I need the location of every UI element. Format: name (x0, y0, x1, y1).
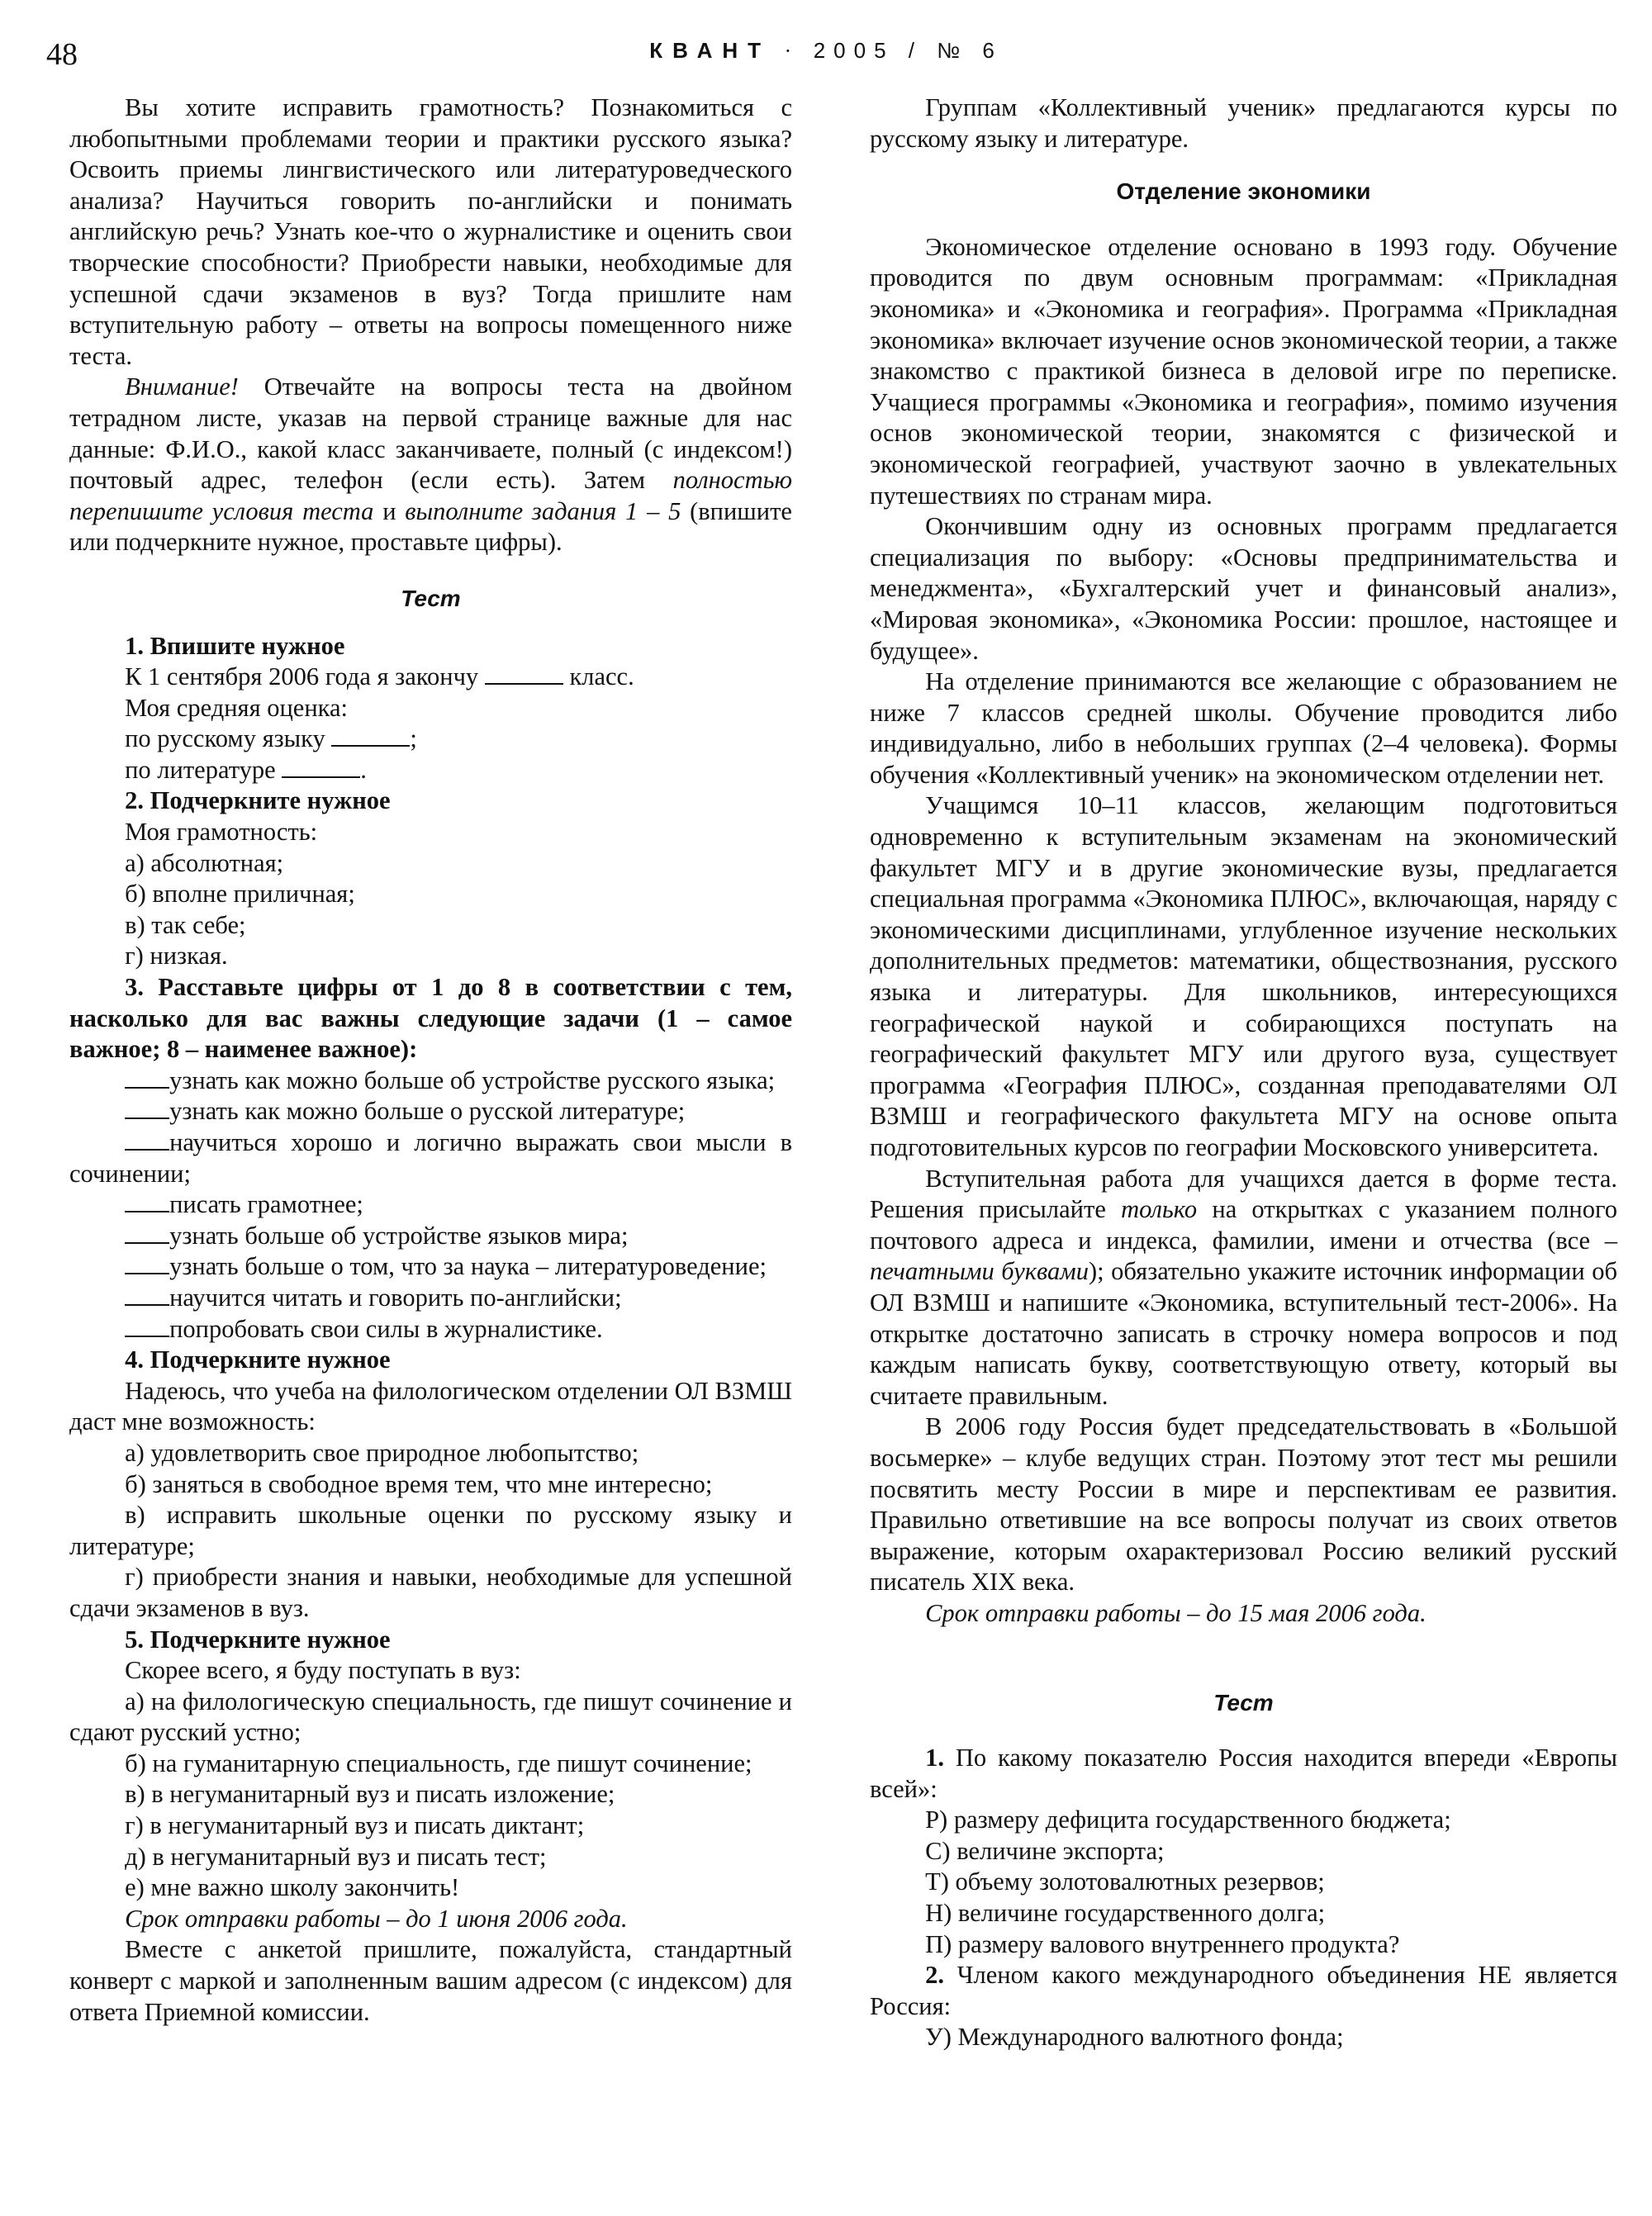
rank-blank[interactable] (125, 1101, 169, 1119)
q3-option-text: писать грамотнее; (169, 1190, 363, 1219)
econ-q1-option[interactable]: П) размеру валового внутреннего продукта? (925, 1929, 1400, 1958)
literature-grade-blank[interactable] (282, 760, 360, 778)
left-column (69, 93, 792, 2028)
q3-option-text: научится читать и говорить по-английски; (169, 1283, 622, 1312)
econ-q1-option[interactable]: Н) величине государственного долга; (925, 1899, 1326, 1928)
q5-option[interactable]: в) в негуманитарный вуз и писать изложение; (125, 1780, 615, 1809)
econ-paragraph-2: Окончившим одну из основных программ предлагается специализация по выбору: «Основы предпринимательства и менеджмента», «Бухгалтерский учет и финансовый анализ», «Мировая экономика», «Экономика России: прошлое, настоящее и будущее». (870, 512, 1617, 665)
econ-q1 (870, 1743, 1617, 1805)
q4-option[interactable]: а) удовлетворить свое природное любопытство; (125, 1438, 639, 1467)
q1-title: 1. Впишите нужное (125, 631, 345, 660)
rank-blank[interactable] (125, 1132, 169, 1151)
p5-text-c: ); обязательно укажите источник информации об ОЛ ВЗМШ и напишите «Экономика, вступительный тест-2006». На открытке достаточно записать в строчку номера вопросов и под каждым написать букву, соответствующую ответу, который вы считаете правильным. (870, 1257, 1618, 1410)
q5-option[interactable]: е) мне важно школу закончить! (125, 1873, 460, 1902)
q5-option[interactable]: б) на гуманитарную специальность, где пишут сочинение; (125, 1749, 752, 1777)
q3-option[interactable] (69, 1283, 792, 1314)
q1-line3-end: ; (410, 724, 417, 753)
rank-blank[interactable] (125, 1070, 169, 1089)
econ-q2 (870, 1960, 1617, 2022)
q3-option[interactable] (69, 1127, 792, 1189)
q4-title: 4. Подчеркните нужное (125, 1345, 391, 1374)
attention-emphasis-2: выполните задания 1 – 5 (405, 496, 681, 525)
q5-intro: Скорее всего, я буду поступать в вуз: (125, 1656, 521, 1685)
q2-option[interactable]: а) абсолютная; (125, 848, 284, 877)
q1-line1-end: класс. (563, 662, 634, 691)
econ-paragraph-1: Экономическое отделение основано в 1993 году. Обучение проводится по двум основным программам: «Прикладная экономика» и «Экономика и география». Программа «Прикладная экономика» включает изучение основ экономической теории, а также знакомство с практикой бизнеса в деловой игре по переписке. Учащиеся программы «Экономика и география», помимо изучения основ экономической теории, знакомятся с физической и экономической географией, участвуют заочно в увлекательных путешествиях по странам мира. (870, 232, 1617, 510)
q3-option[interactable] (69, 1189, 792, 1221)
right-column (870, 93, 1617, 2053)
q5-option[interactable]: а) на филологическую специальность, где пишут сочинение и сдают русский устно; (69, 1687, 792, 1747)
p5-text-b: на открытках с указанием полного почтового адреса и индекса, фамилии, имени и отчества (все – (870, 1195, 1617, 1255)
econ-q2-text: Членом какого международного объединения НЕ является Россия: (870, 1961, 1617, 2020)
deadline-right (870, 1598, 1617, 1630)
q1-line4 (69, 755, 792, 786)
econ-paragraph-4: Учащимся 10–11 классов, желающим подготовиться одновременно к вступительным экзаменам на экономический факультет МГУ и в другие экономические вузы, предлагается специальная программа «Экономика ПЛЮС», включающая, наряду с экономическими дисциплинами, углубленное изучение нескольких дополнительных предметов: математики, обществознания, русского языка и литературы. Для школьников, интересующихся географической наукой и собирающихся поступать на географический факультет МГУ или другого вуза, существует программа «География ПЛЮС», созданная преподавателями ОЛ ВЗМШ и географического факультета МГУ на основе опыта подготовительных курсов по географии Московского университета. (870, 791, 1617, 1161)
q1-line3 (69, 724, 792, 755)
q1-line4-text: по литературе (125, 755, 282, 784)
q1-line3-text: по русскому языку (125, 724, 332, 753)
test-title-right: Тест (1213, 1689, 1274, 1715)
q3-option[interactable] (69, 1096, 792, 1127)
rank-blank[interactable] (125, 1256, 169, 1274)
p5-text-a: Вступительная работа для учащихся дается в форме теста. Решения присылайте (870, 1164, 1617, 1224)
attention-text: Отвечайте на вопросы теста на двойном тетрадном листе, указав на первой странице важные для нас данные: Ф.И.О., какой класс заканчиваете, полный (с индексом!) почтовый адрес, телефон (если есть). Затем (69, 372, 792, 495)
q2-title: 2. Подчеркните нужное (125, 786, 391, 815)
deadline-left (69, 1904, 792, 1935)
q2-intro: Моя грамотность: (125, 818, 318, 847)
q4-intro: Надеюсь, что учеба на филологическом отделении ОЛ ВЗМШ даст мне возможность: (69, 1376, 792, 1436)
attention-lead: Внимание! (125, 372, 239, 401)
q3-option[interactable] (69, 1221, 792, 1252)
q3-option-text: научиться хорошо и логично выражать свои мысли в сочинении; (69, 1128, 792, 1188)
page-number: 48 (46, 37, 78, 72)
rank-blank[interactable] (125, 1194, 169, 1212)
intro-paragraph: Вы хотите исправить грамотность? Познакомиться с любопытными проблемами теории и практики русского языка? Освоить приемы лингвистического или литературоведческого анализа? Научиться говорить по-английски и понимать английскую речь? Узнать кое-что о журналистике и оценить свои творческие способности? Приобрести навыки, необходимые для успешной сдачи экзаменов в вуз? Тогда пришлите нам вступительную работу – ответы на вопросы помещенного ниже теста. (69, 93, 792, 370)
econ-paragraph-5 (870, 1164, 1617, 1412)
econ-q1-option[interactable]: С) величине экспорта; (925, 1836, 1165, 1865)
q5-option[interactable]: д) в негуманитарный вуз и писать тест; (125, 1842, 547, 1871)
spacer (870, 1734, 1617, 1743)
q3-option[interactable] (69, 1314, 792, 1345)
running-head (46, 38, 1606, 64)
test-title-left: Тест (401, 585, 461, 611)
q2-option[interactable]: б) вполне приличная; (125, 880, 355, 909)
econ-q2-number: 2. (925, 1961, 944, 1990)
magazine-name: КВАНТ (649, 38, 771, 63)
q4-option[interactable]: б) заняться в свободное время тем, что мне интересно; (125, 1469, 713, 1498)
q3-option-text: узнать как можно больше об устройстве русского языка; (169, 1065, 776, 1094)
attention-emphasis-1: полностью перепишите условия теста (69, 466, 792, 525)
header-separator: · (784, 39, 800, 63)
deadline-left-text: Срок отправки работы – до 1 июня 2006 года. (125, 1904, 628, 1933)
q3-option-text: узнать как можно больше о русской литературе; (169, 1097, 686, 1126)
p5-emphasis-1: только (1121, 1195, 1198, 1224)
q1-line4-end: . (360, 755, 367, 784)
russian-grade-blank[interactable] (331, 728, 410, 747)
page-header (46, 31, 1606, 81)
deadline-right-text: Срок отправки работы – до 15 мая 2006 года. (925, 1598, 1427, 1627)
rank-blank[interactable] (125, 1319, 169, 1337)
groups-paragraph: Группам «Коллективный ученик» предлагаются курсы по русскому языку и литературе. (870, 93, 1617, 153)
economics-section-title: Отделение экономики (1116, 178, 1371, 205)
p5-emphasis-2: печатными буквами (870, 1257, 1089, 1286)
attention-and: и (373, 496, 406, 525)
q2-option[interactable]: г) низкая. (125, 942, 228, 970)
q1-line1-text: К 1 сентября 2006 года я закончу (125, 662, 485, 691)
q3-option-text: узнать больше об устройстве языков мира; (169, 1221, 629, 1250)
q3-title: 3. Расставьте цифры от 1 до 8 в соответствии с тем, насколько для вас важны следующие задачи (1 – самое важное; 8 – наименее важное): (69, 973, 792, 1064)
q1-line1 (69, 662, 792, 693)
q4-option[interactable]: г) приобрести знания и навыки, необходимые для успешной сдачи экзаменов в вуз. (69, 1563, 792, 1622)
q5-title: 5. Подчеркните нужное (125, 1625, 391, 1654)
rank-blank[interactable] (125, 1288, 169, 1306)
q4-option[interactable]: в) исправить школьные оценки по русскому языку и литературе; (69, 1501, 792, 1560)
econ-q1-option[interactable]: Т) объему золотовалютных резервов; (925, 1867, 1325, 1896)
q3-option-text: узнать больше о том, что за наука – литературоведение; (169, 1252, 767, 1281)
q3-option[interactable] (69, 1251, 792, 1283)
attention-end: (впишите или подчеркните нужное, проставьте цифры). (69, 496, 792, 557)
rank-blank[interactable] (125, 1226, 169, 1244)
envelope-paragraph: Вместе с анкетой пришлите, пожалуйста, стандартный конверт с маркой и заполненным вашим адресом (с индексом) для ответа Приемной комиссии. (69, 1935, 792, 2026)
q5-option[interactable]: г) в негуманитарный вуз и писать диктант; (125, 1811, 585, 1840)
econ-q1-number: 1. (925, 1744, 944, 1772)
q3-option[interactable] (69, 1065, 792, 1097)
econ-q1-option[interactable]: Р) размеру дефицита государственного бюджета; (925, 1806, 1451, 1834)
q2-option[interactable]: в) так себе; (125, 910, 246, 939)
class-blank[interactable] (485, 667, 563, 685)
econ-paragraph-6: В 2006 году Россия будет председательствовать в «Большой восьмерке» – клубе ведущих стран. Поэтому этот тест мы решили посвятить месту России в мире и перспективам ее развития. Правильно ответившие на все вопросы получат из своих ответов выражение, которым охарактеризовал Россию великий русский писатель XIX века. (870, 1412, 1617, 1597)
econ-q2-option[interactable]: У) Международного валютного фонда; (925, 2023, 1344, 2052)
attention-paragraph (69, 372, 792, 558)
q1-line2: Моя средняя оценка: (125, 693, 349, 722)
econ-q1-text: По какому показателю Россия находится впереди «Европы всей»: (870, 1744, 1617, 1803)
econ-paragraph-3: На отделение принимаются все желающие с образованием не ниже 7 классов средней школы. Обучение проводится либо индивидуально, либо в небольших группах (2–4 человека). Формы обучения «Коллективный ученик» на экономическом отделении нет. (870, 667, 1617, 789)
q3-option-text: попробовать свои силы в журналистике. (169, 1314, 603, 1343)
spacer (870, 1630, 1617, 1663)
issue-number: 2005 / № 6 (813, 38, 1003, 63)
